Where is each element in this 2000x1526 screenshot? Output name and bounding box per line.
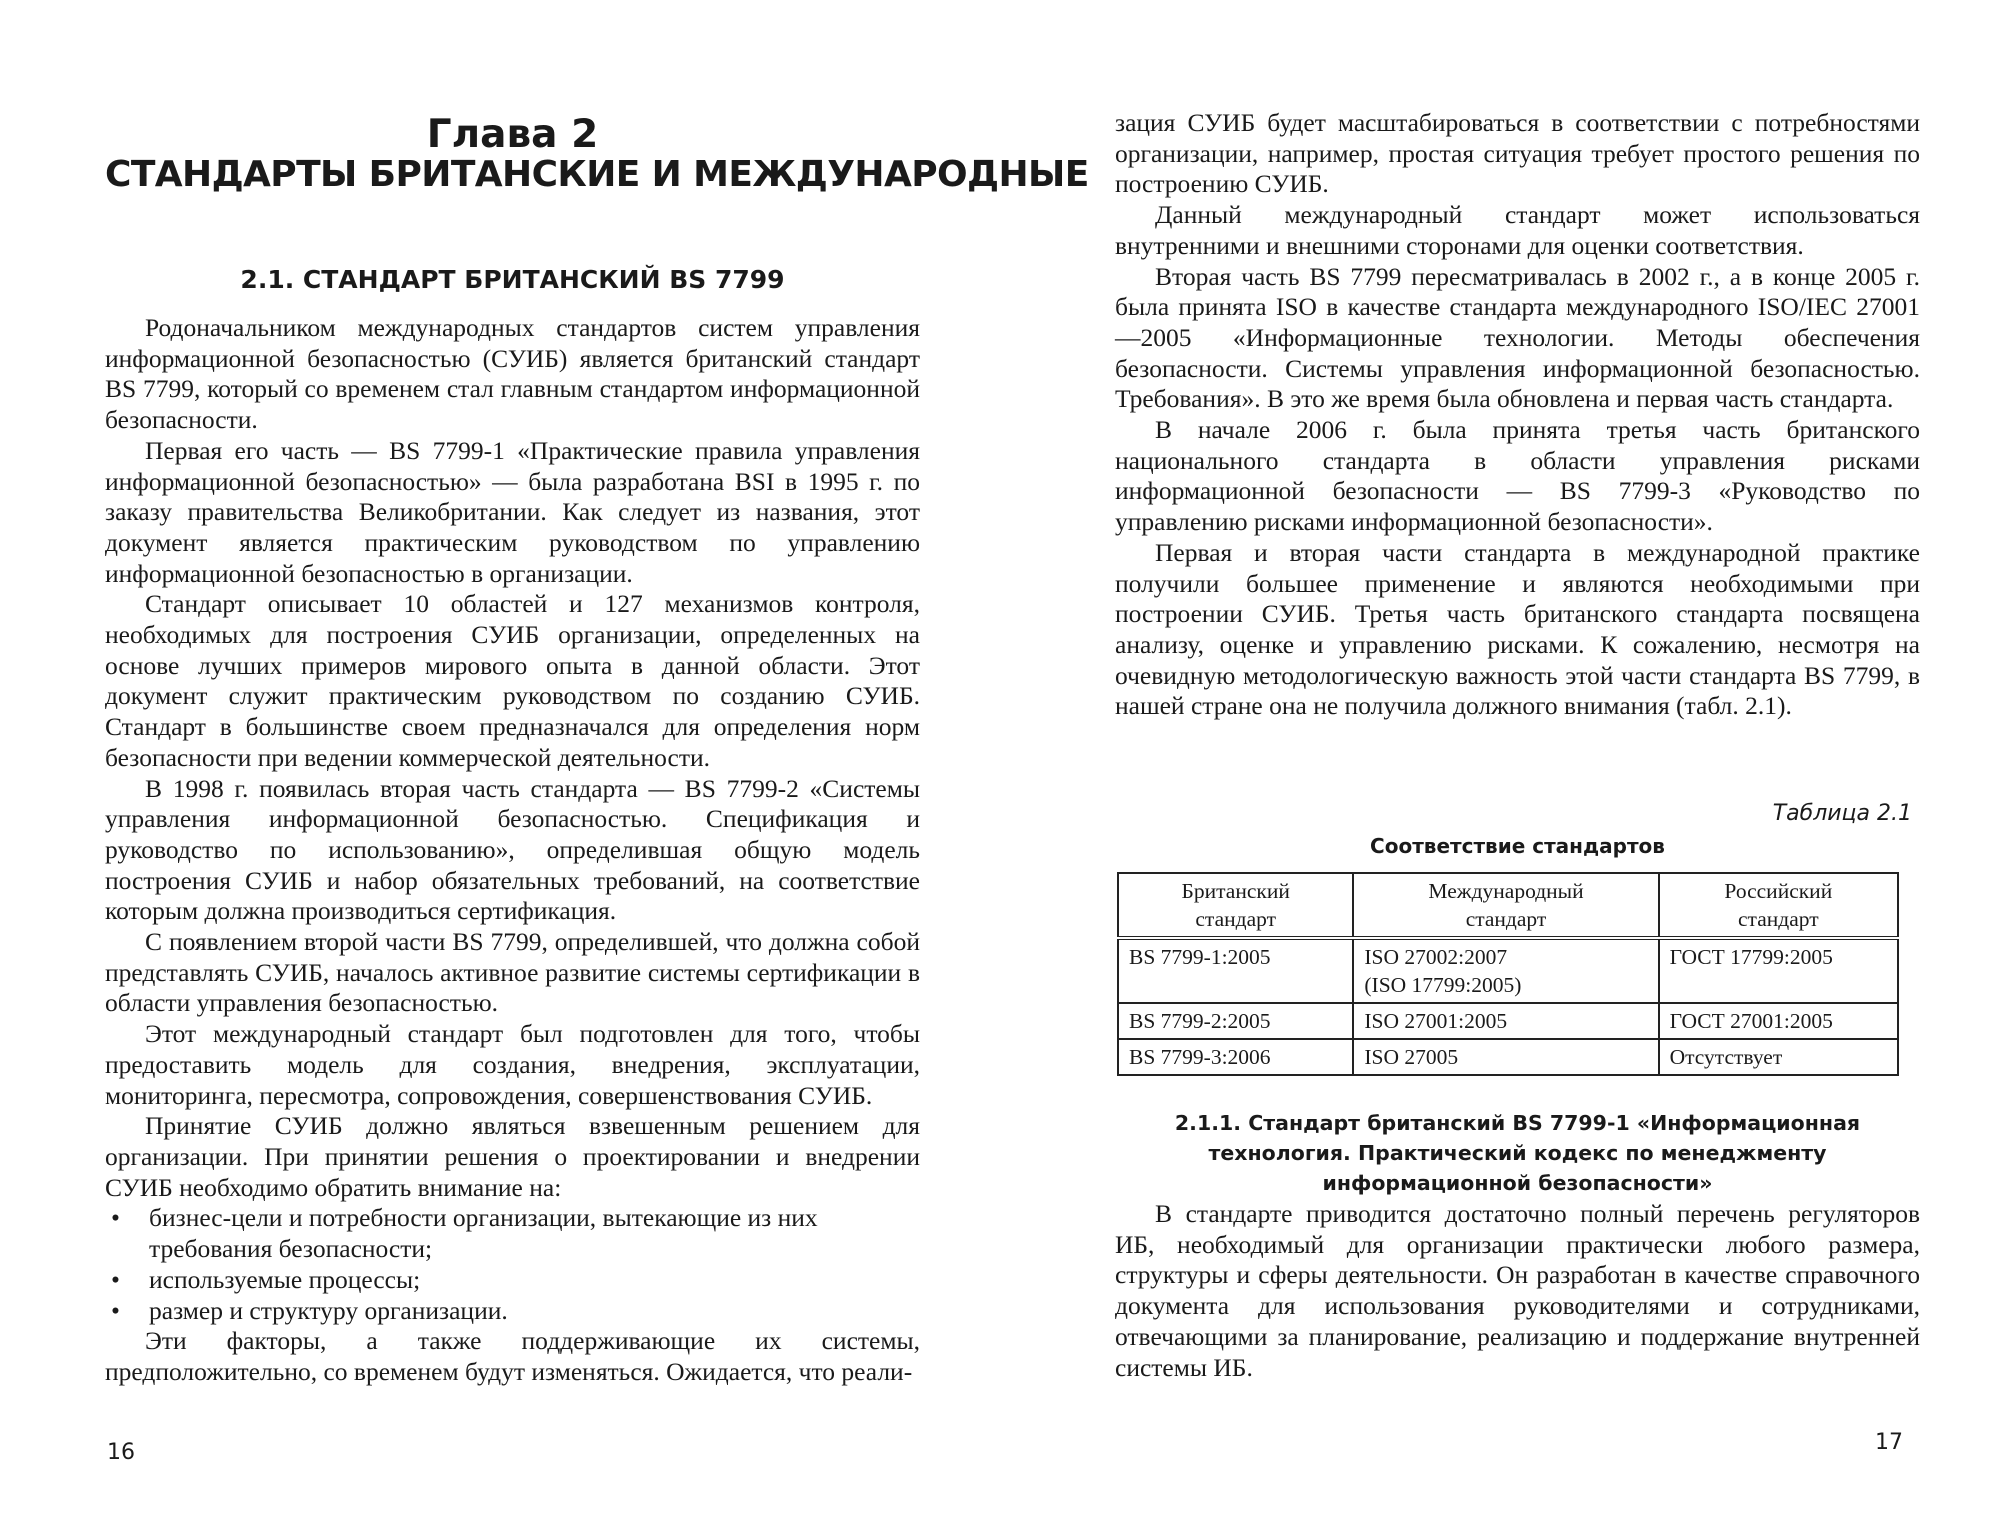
paragraph: Эти факторы, а также поддерживающие их системы, предположительно, со временем будут изменяться. Ожидается, что реали- — [105, 1326, 920, 1386]
paragraph: Принятие СУИБ должно являться взвешенным решением для организации. При принятии решения о проектировании и внедрении СУИБ необходимо обратить внимание на: — [105, 1111, 920, 1202]
cell-british: BS 7799-1:2005 — [1118, 938, 1353, 1003]
section-title: 2.1. СТАНДАРТ БРИТАНСКИЙ BS 7799 — [240, 265, 785, 294]
header-russian: Российский стандарт — [1659, 873, 1898, 938]
list-item: • размер и структуру организации. — [105, 1296, 920, 1327]
paragraph: В 1998 г. появилась вторая часть стандарта — BS 7799-2 «Системы управления информационной безопасностью. Спецификация и руководство по использованию», определившая общую модель построения СУИБ и набор обязательных требований, на соответствие которым должна производиться сертификация. — [105, 773, 920, 926]
standards-table — [1117, 872, 1899, 1076]
header-british: Британский стандарт — [1118, 873, 1353, 938]
paragraph: Вторая часть BS 7799 пересматривалась в 2002 г., а в конце 2005 г. была принята ISO в качестве стандарта международного ISO/IEC 27001—2005 «Информационные технологии. Методы обеспечения безопасности. Системы управления информационной безопасностью. Требования». В это же время была обновлена и первая часть стандарта. — [1115, 261, 1920, 414]
cell-international: ISO 27001:2005 — [1353, 1003, 1658, 1039]
paragraph: С появлением второй части BS 7799, определившей, что должна собой представлять СУИБ, началось активное развитие системы сертификации в области управления безопасностью. — [105, 927, 920, 1018]
cell-british: BS 7799-3:2006 — [1118, 1039, 1353, 1075]
paragraph: Данный международный стандарт может использоваться внутренними и внешними сторонами для оценки соответствия. — [1115, 200, 1920, 260]
cell-russian: Отсутствует — [1659, 1039, 1898, 1075]
cell-russian: ГОСТ 27001:2005 — [1659, 1003, 1898, 1039]
list-item: • бизнес-цели и потребности организации, вытекающие из них требования безопасности; — [105, 1203, 920, 1264]
paragraph: Первая и вторая части стандарта в международной практике получили большее применение и являются необходимыми при построении СУИБ. Третья часть британского стандарта посвящена анализу, оценке и управлению рисками. К сожалению, несмотря на очевидную методологическую важность этой части стандарта BS 7799, в нашей стране она не получила должного внимания (табл. 2.1). — [1115, 537, 1920, 721]
list-item: • используемые процессы; — [105, 1265, 920, 1296]
paragraph: В стандарте приводится достаточно полный перечень регуляторов ИБ, необходимый для организации практически любого размера, структуры и сферы деятельности. Он разработан в качестве справочного документа для использования руководителями и сотрудниками, отвечающими за планирование, реализацию и поддержание внутренней системы ИБ. — [1115, 1199, 1920, 1382]
subsection-title: 2.1.1. Стандарт британский BS 7799-1 «Информационная технология. Практический кодекс по менеджменту информационной безопасности» — [1174, 1111, 1861, 1195]
subsection-body-text — [1115, 1199, 1920, 1383]
table-row — [1118, 1039, 1898, 1075]
cell-russian: ГОСТ 17799:2005 — [1659, 938, 1898, 1003]
paragraph: Этот международный стандарт был подготовлен для того, чтобы предоставить модель для создания, внедрения, эксплуатации, мониторинга, пересмотра, сопровождения, совершенствования СУИБ. — [105, 1019, 920, 1110]
cell-international: ISO 27005 — [1353, 1039, 1658, 1075]
header-international: Международный стандарт — [1353, 873, 1658, 938]
cell-british: BS 7799-2:2005 — [1118, 1003, 1353, 1039]
cell-international: ISO 27002:2007 (ISO 17799:2005) — [1353, 938, 1658, 1003]
paragraph: Стандарт описывает 10 областей и 127 механизмов контроля, необходимых для построения СУИБ организации, определенных на основе лучших примеров мирового опыта в данной области. Этот документ служит практическим руководством по созданию СУИБ. Стандарт в большинстве своем предназначался для определения норм безопасности при ведении коммерческой деятельности. — [105, 589, 920, 772]
paragraph: Первая его часть — BS 7799-1 «Практические правила управления информационной безопасностью» — была разработана BSI в 1995 г. по заказу правительства Великобритании. Как следует из названия, этот документ является практическим руководством по управлению информационной безопасностью в организации. — [105, 435, 920, 588]
paragraph: В начале 2006 г. была принята третья часть британского национального стандарта в области управления рисками информационной безопасности — BS 7799-3 «Руководство по управлению рисками информационной безопасности». — [1115, 415, 1920, 537]
right-body-text — [1115, 108, 1920, 722]
table-row — [1118, 1003, 1898, 1039]
table-caption: Таблица 2.1 — [1772, 801, 1912, 826]
left-page — [105, 0, 1089, 1526]
page-number-left: 16 — [107, 1440, 135, 1465]
table-row — [1118, 938, 1898, 1003]
paragraph-continuation: зация СУИБ будет масштабироваться в соответствии с потребностями организации, например, простая ситуация требует простого решения по построению СУИБ. — [1115, 108, 1920, 199]
bullet-list — [105, 1203, 920, 1326]
page-number-right: 17 — [1875, 1430, 1903, 1455]
paragraph: Родоначальником международных стандартов систем управления информационной безопасностью (СУИБ) является британский стандарт BS 7799, который со временем стал главным стандартом информационной безопасности. — [105, 313, 920, 435]
table-header-row — [1118, 873, 1898, 938]
table-title: Соответствие стандартов — [1370, 834, 1665, 858]
right-page — [1115, 0, 1920, 1526]
chapter-title: СТАНДАРТЫ БРИТАНСКИЕ И МЕЖДУНАРОДНЫЕ — [105, 154, 1089, 195]
left-body-text — [105, 313, 920, 1388]
chapter-number: Глава 2 — [426, 112, 599, 157]
